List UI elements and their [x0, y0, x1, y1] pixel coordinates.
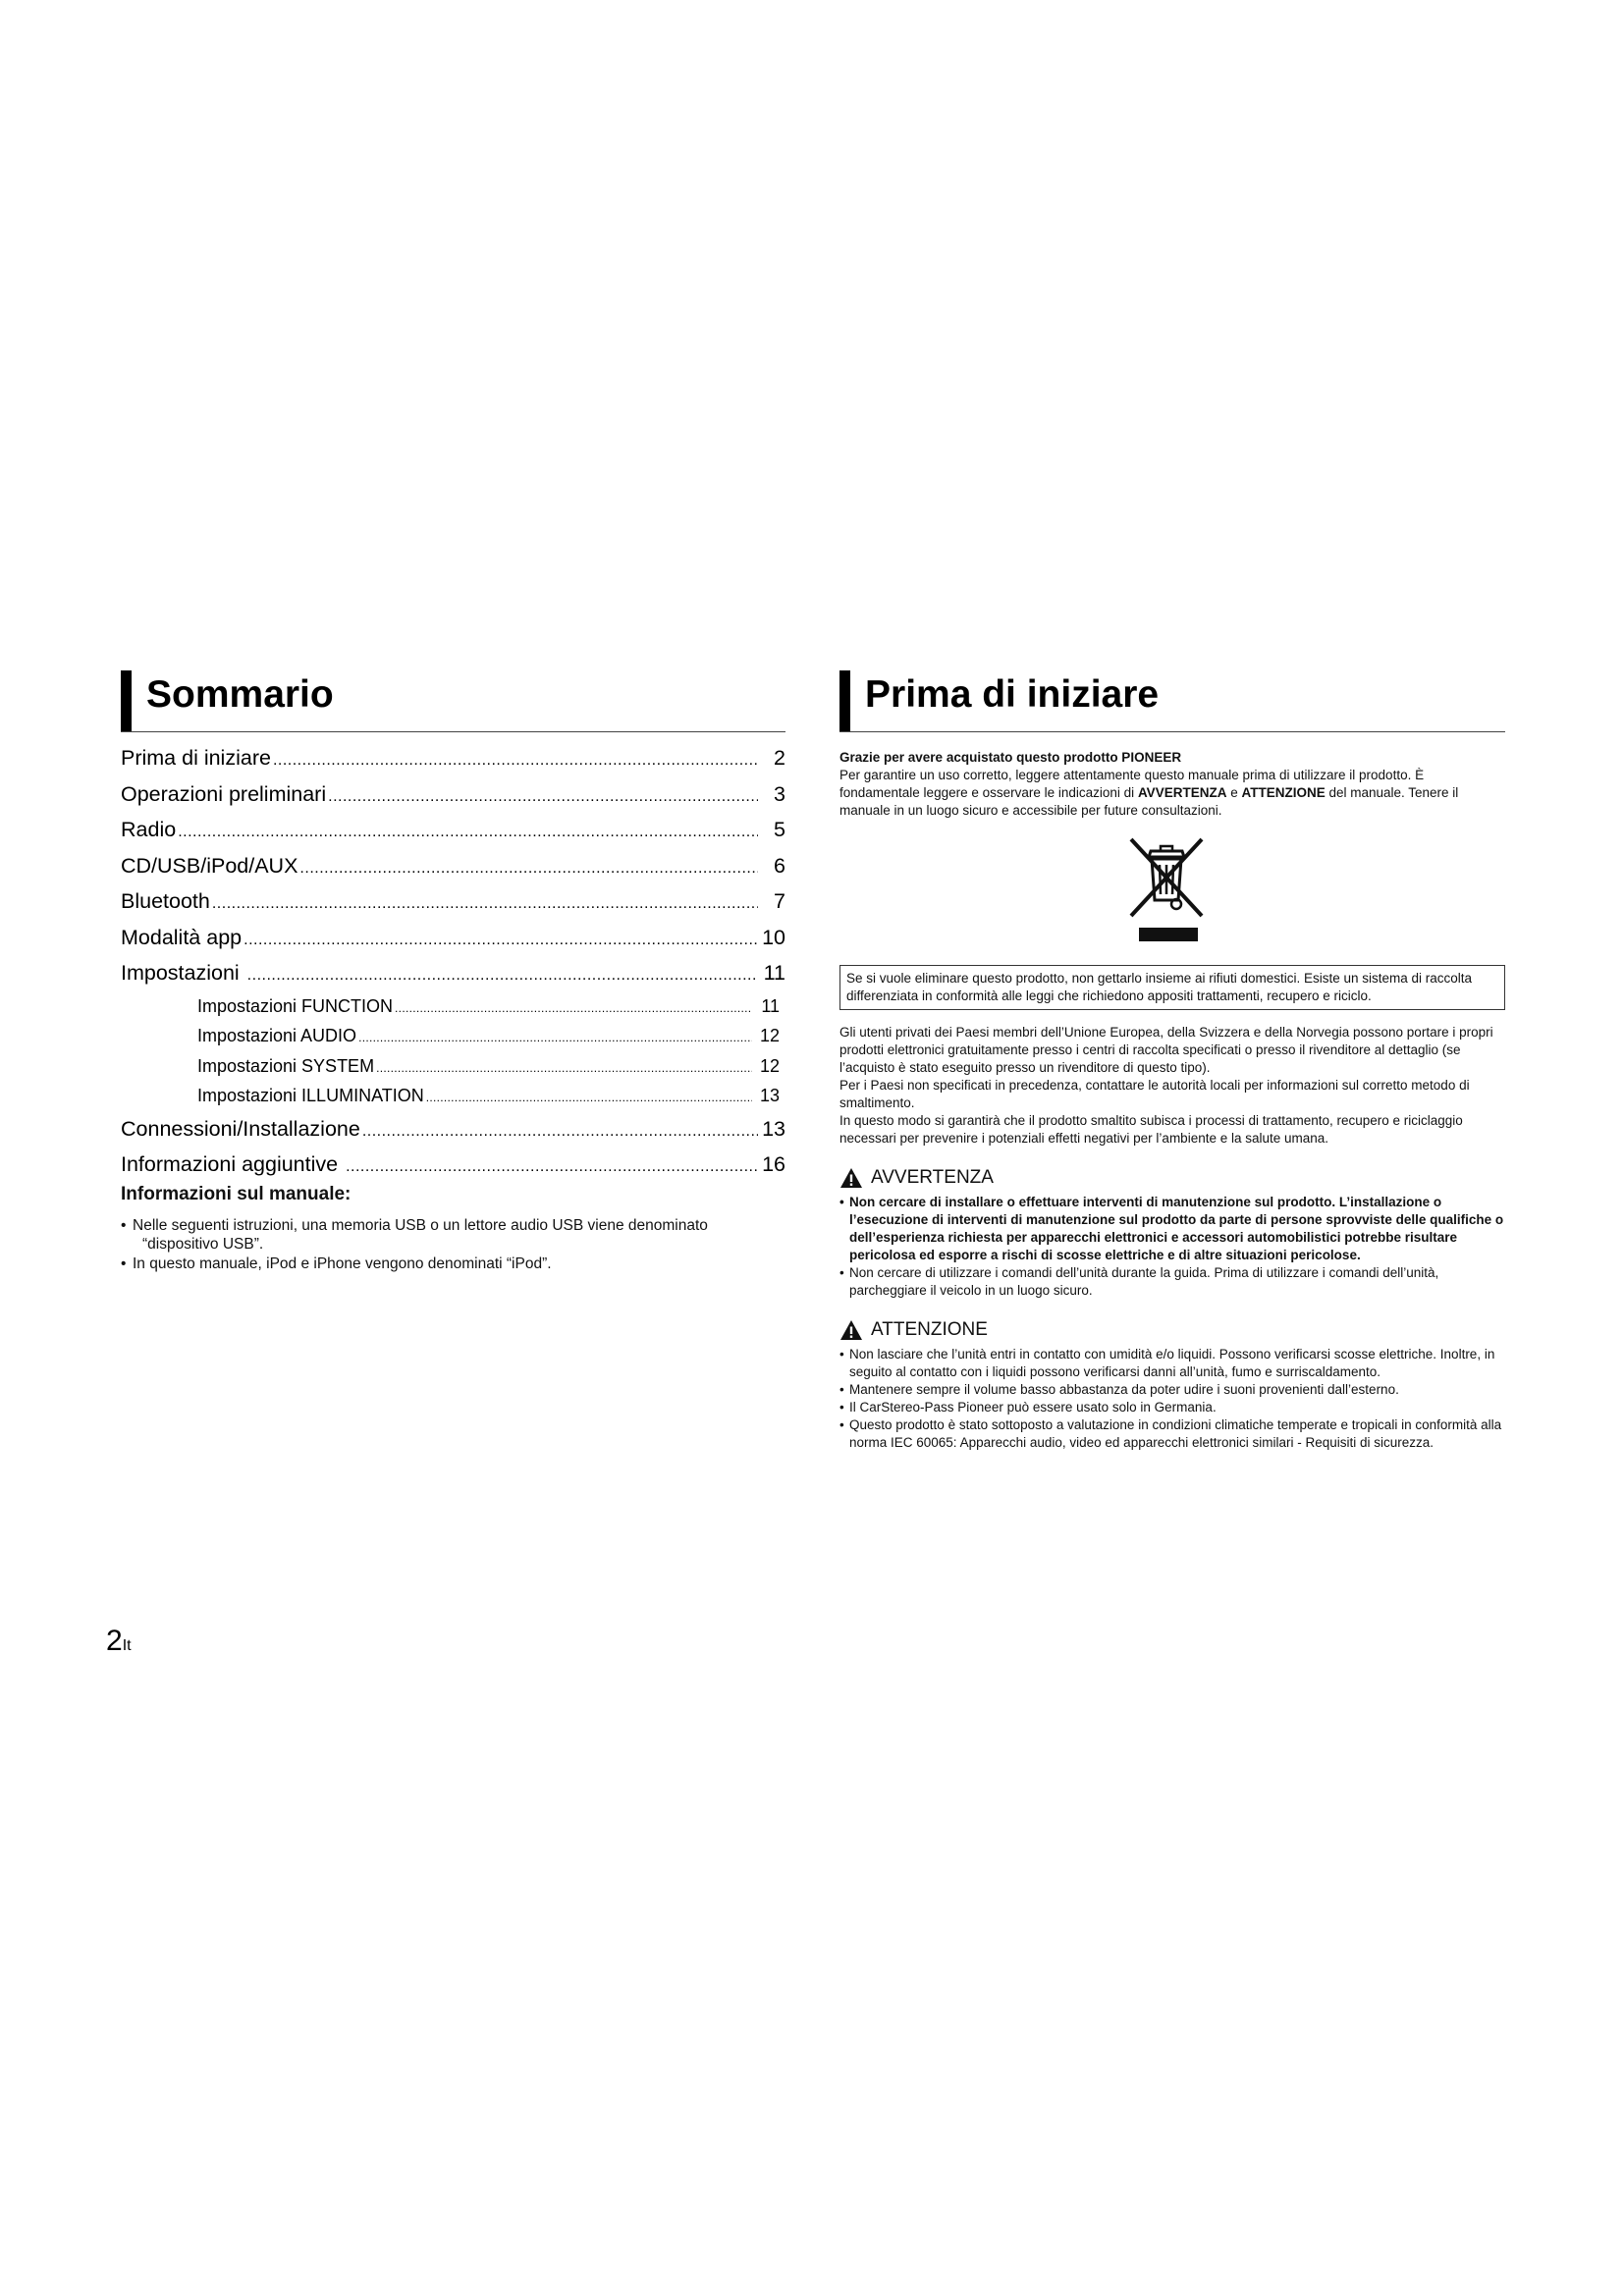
toc-subentry-label: Impostazioni SYSTEM [197, 1055, 375, 1076]
toc-entry-bluetooth[interactable] [121, 883, 785, 920]
toc-leader-dots [178, 815, 758, 851]
toc-entry-label: Modalità app [121, 925, 243, 949]
caution-heading [839, 1318, 1505, 1342]
toc-entry-cd-usb-ipod-aux[interactable] [121, 848, 785, 884]
toc-subentry-page: 13 [759, 1086, 780, 1105]
intro-text [839, 767, 1505, 820]
page-number [106, 1625, 132, 1663]
toc-leader-dots [244, 923, 758, 959]
list-item [121, 1216, 785, 1254]
toc-leader-dots [328, 779, 758, 816]
caution-heading-text: ATTENZIONE [871, 1319, 988, 1340]
toc-entry-label: Operazioni preliminari [121, 781, 327, 806]
list-item: • Non lasciare che l’unità entri in contatto con umidità e/o liquidi. Possono verificarsi scosse elettriche. Inoltre, in seguito al contatto con i liquidi possono verificarsi danni all’unità, fumo e surriscaldamento. [839, 1346, 1505, 1381]
page-number-value: 2 [106, 1625, 123, 1657]
toc-entry-impostazioni[interactable] [121, 955, 785, 991]
toc-entry-label: Impostazioni [121, 961, 245, 985]
toc-entry-connessioni-installazione[interactable] [121, 1111, 785, 1148]
eu-paragraph: Gli utenti privati dei Paesi membri dell’Unione Europea, della Svizzera e della Norvegia possono portare i propri prodotti elettronici gratuitamente presso i centri di raccolta specificati o presso il rivenditore al dettaglio (se l’acquisto è stato eseguito presso un rivenditore di questo tipo). [839, 1025, 1493, 1075]
intro-text-part: e [1226, 785, 1242, 800]
eu-paragraph: Per i Paesi non specificati in precedenza, contattare le autorità locali per informazioni sul corretto metodo di smaltimento. [839, 1078, 1470, 1110]
list-item: • Non cercare di utilizzare i comandi dell’unità durante la guida. Prima di utilizzare i comandi dell’unità, parcheggiare il veicolo in un luogo sicuro. [839, 1264, 1505, 1300]
list-item: • Non cercare di installare o effettuare interventi di manutenzione sul prodotto. L’installazione o l’esecuzione di interventi di manutenzione sul prodotto da parte di persone sprovviste delle qualifiche o dell’esperienza richiesta per apparecchi elettronici e accessori automobilistici potrebbe risultare pericolosa ed esporre a rischi di scosse elettriche e di altre situazioni pericolose. [839, 1194, 1505, 1264]
toc-entry-page: 7 [774, 889, 785, 913]
toc-subentry-audio[interactable] [121, 1021, 785, 1051]
toc-leader-dots [212, 886, 758, 923]
warning-triangle-icon [839, 1167, 863, 1189]
toc-entry-label: Bluetooth [121, 889, 210, 913]
toc-subentry-illumination[interactable] [121, 1081, 785, 1111]
before-header [839, 670, 1505, 732]
toc-entry-informazioni-aggiuntive[interactable] [121, 1147, 785, 1183]
toc-subentry-system[interactable] [121, 1051, 785, 1082]
disposal-notice-box: Se si vuole eliminare questo prodotto, non gettarlo insieme ai rifiuti domestici. Esiste un sistema di raccolta differenziata in conformità alle leggi che richiedono appositi trattamenti, recupero e riciclo. [839, 965, 1505, 1010]
toc-subentry-page: 12 [759, 1026, 780, 1045]
toc-leader-dots [376, 1053, 752, 1084]
manual-info-list [121, 1216, 785, 1273]
toc-subentry-page: 12 [759, 1055, 780, 1076]
toc-entry-label: Connessioni/Installazione [121, 1116, 360, 1141]
manual-info-section [121, 1183, 785, 1273]
intro-paragraph [839, 749, 1505, 820]
manual-info-heading: Informazioni sul manuale: [121, 1183, 352, 1204]
toc-title: Sommario [146, 673, 334, 716]
intro-text-part: Per garantire un uso corretto, leggere attentamente questo manuale prima di utilizzare il prodotto. È fondamentale leggere e osservare le indicazioni di [839, 768, 1425, 800]
list-item [121, 1255, 785, 1273]
toc-subentry-page: 11 [761, 995, 780, 1016]
list-item-text: Nelle seguenti istruzioni, una memoria USB o un lettore audio USB viene denominato [133, 1216, 708, 1234]
intro-warning-word: AVVERTENZA [1137, 785, 1227, 800]
before-you-start-column [839, 670, 1505, 1452]
toc-entry-label: Radio [121, 818, 177, 841]
toc-entry-label: Prima di iniziare [121, 746, 271, 770]
toc-entry-operazioni-preliminari[interactable] [121, 776, 785, 813]
thanks-line: Grazie per avere acquistato questo prodotto PIONEER [839, 750, 1182, 765]
toc-entry-page: 3 [774, 781, 785, 806]
before-title: Prima di iniziare [865, 673, 1160, 716]
toc-leader-dots [426, 1083, 752, 1113]
list-item: • Il CarStereo-Pass Pioneer può essere usato solo in Germania. [839, 1399, 1505, 1416]
toc-entry-label: CD/USB/iPod/AUX [121, 853, 298, 878]
toc-entry-label: Informazioni aggiuntive [121, 1152, 345, 1176]
toc-leader-dots [273, 743, 758, 779]
warning-list [839, 1194, 1505, 1300]
toc-entry-page: 16 [762, 1152, 785, 1176]
warning-heading-text: AVVERTENZA [871, 1167, 994, 1188]
toc-leader-dots [299, 851, 758, 887]
section-bar [121, 670, 132, 731]
intro-text-part: del manuale. Tenere il manuale in un luogo sicuro e accessibile per future consultazioni. [839, 785, 1459, 818]
toc-entry-page: 13 [762, 1116, 785, 1141]
toc-entry-modalita-app[interactable] [121, 920, 785, 956]
toc-leader-dots [358, 1023, 752, 1053]
eu-disposal-text [839, 1024, 1505, 1148]
toc-entry-page: 11 [763, 961, 785, 985]
toc-entry-page: 6 [774, 853, 785, 878]
toc-entry-page: 5 [774, 818, 785, 841]
section-bar [839, 670, 850, 731]
eu-paragraph: In questo modo si garantirà che il prodotto smaltito subisca i processi di trattamento, recupero e riciclaggio necessari per prevenire i potenziali effetti negativi per l’ambiente e la salute umana. [839, 1113, 1463, 1146]
toc-column [121, 670, 785, 1274]
toc-leader-dots [346, 1149, 758, 1186]
warning-triangle-icon [839, 1319, 863, 1341]
table-of-contents [121, 740, 785, 1183]
toc-entry-page: 10 [762, 925, 785, 949]
toc-subentry-function[interactable] [121, 991, 785, 1022]
toc-header [121, 670, 785, 732]
toc-entry-radio[interactable] [121, 812, 785, 848]
crossed-out-wheelie-bin-icon [1127, 837, 1206, 945]
warning-heading [839, 1166, 1505, 1190]
toc-subentry-label: Impostazioni FUNCTION [197, 995, 394, 1016]
intro-caution-word: ATTENZIONE [1241, 785, 1326, 800]
caution-list [839, 1346, 1505, 1452]
toc-subentry-label: Impostazioni AUDIO [197, 1026, 357, 1045]
list-item: • Mantenere sempre il volume basso abbastanza da poter udire i suoni provenienti dall’esterno. [839, 1381, 1505, 1399]
toc-leader-dots [395, 993, 752, 1024]
toc-leader-dots [362, 1114, 758, 1150]
toc-subentry-label: Impostazioni ILLUMINATION [197, 1086, 424, 1105]
language-code: It [122, 1637, 132, 1654]
toc-leader-dots [247, 958, 758, 994]
list-item: • Questo prodotto è stato sottoposto a valutazione in condizioni climatiche temperate e tropicali in conformità alla norma IEC 60065: Apparecchi audio, video ed apparecchi elettronici similari - Requisiti di sicurezza. [839, 1416, 1505, 1452]
list-item-text: In questo manuale, iPod e iPhone vengono denominati “iPod”. [133, 1255, 552, 1272]
list-item-continuation: “dispositivo USB”. [142, 1235, 264, 1253]
toc-entry-page: 2 [774, 746, 785, 770]
toc-entry-prima-di-iniziare[interactable] [121, 740, 785, 776]
